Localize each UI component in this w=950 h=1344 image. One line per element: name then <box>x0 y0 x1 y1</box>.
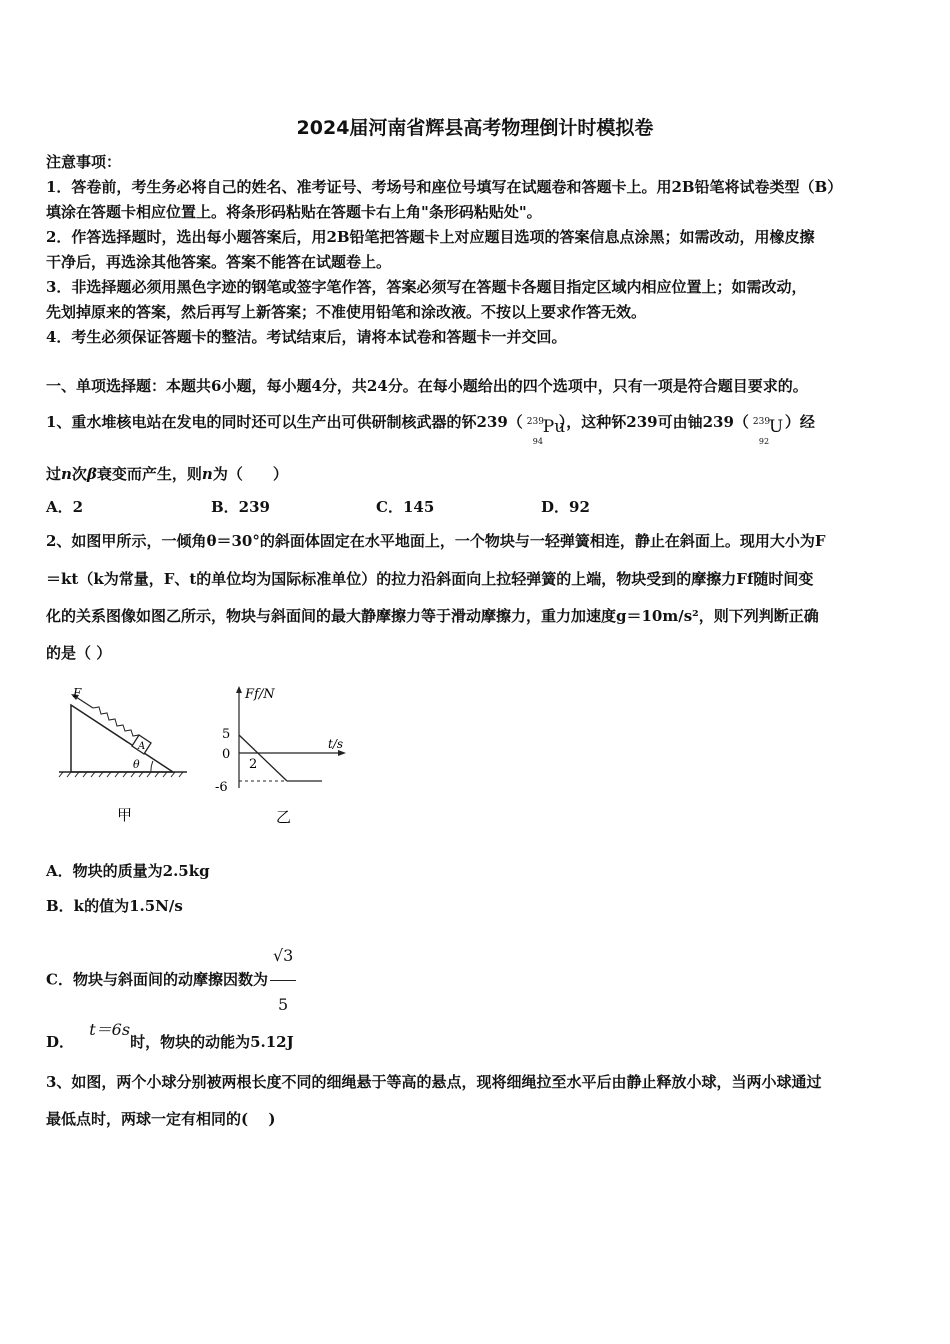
notice-line: 填涂在答题卡相应位置上。将条形码粘贴在答题卡右上角"条形码粘贴处"。 <box>46 203 542 221</box>
page-title: 2024届河南省辉县高考物理倒计时模拟卷 <box>296 117 654 139</box>
q2-option-c-text: C．物块与斜面间的动摩擦因数为 <box>46 970 268 989</box>
q2-option-d-prefix: D． <box>46 1033 75 1051</box>
y-axis-arrowhead <box>236 686 242 693</box>
fraction-denominator: 5 <box>278 995 289 1014</box>
pu-atomic: 94 <box>532 437 543 446</box>
u-atomic: 92 <box>758 437 770 446</box>
question-3-line: 3、如图，两个小球分别被两根长度不同的细绳悬于等高的悬点，现将细绳拉至水平后由静止释放小球，当两小球通过 <box>46 1073 822 1091</box>
question-2-line: 化的关系图像如图乙所示，物块与斜面间的最大静摩擦力等于滑动摩擦力，重力加速度g＝10m/s²，则下列判断正确 <box>46 607 819 625</box>
question-2-line: ＝kt（k为常量，F、t的单位均为国际标准单位）的拉力沿斜面向上拉轻弹簧的上端，物块受到的摩擦力Ff随时间变 <box>46 570 814 588</box>
tick-5: 5 <box>222 727 231 742</box>
u-isotope <box>749 408 785 446</box>
q1-n-var-2: n <box>201 465 213 483</box>
notice-line: 干净后，再选涂其他答案。答案不能答在试题卷上。 <box>46 253 392 271</box>
figure-incline <box>55 684 195 829</box>
q2-option-d <box>46 1012 294 1060</box>
q1-text-b: ），这种钚239可由铀239（ <box>558 413 749 431</box>
pu-mass: 239 <box>526 417 544 427</box>
q2-option-d-text: 时，物块的动能为5.12J <box>130 1033 294 1051</box>
question-1-line-1 <box>46 406 815 446</box>
q1-line2-c: 衰变而产生，则 <box>96 465 202 483</box>
fraction-numerator: √3 <box>270 932 296 981</box>
friction-line-decreasing <box>239 735 287 781</box>
q1-n-var: n <box>61 465 72 483</box>
block-label: A <box>138 741 146 752</box>
section-heading: 一、单项选择题：本题共6小题，每小题4分，共24分。在每小题给出的四个选项中，只有一项是符合题目要求的。 <box>46 377 808 395</box>
q2-option-a: A．物块的质量为2.5kg <box>46 862 210 880</box>
x-axis-label: t/s <box>328 737 344 751</box>
figure-caption-yi: 乙 <box>276 808 292 826</box>
q1-beta: β <box>86 465 97 483</box>
incline-body <box>71 705 173 772</box>
q1-line2-a: 过 <box>46 465 62 483</box>
force-label: F <box>73 686 82 700</box>
question-2-line: 的是（ ） <box>46 644 112 662</box>
u-mass: 239 <box>752 417 771 427</box>
q1-text-c: ）经 <box>784 413 815 431</box>
q1-option-d: D．92 <box>541 498 590 516</box>
y-axis-label: Ff/N <box>245 687 275 702</box>
tick-2: 2 <box>249 757 258 772</box>
notice-line: 4．考生必须保证答题卡的整洁。考试结束后，请将本试卷和答题卡一并交回。 <box>46 328 567 346</box>
pu-isotope <box>523 408 566 446</box>
figure-caption-jia: 甲 <box>117 806 133 824</box>
angle-label: θ <box>133 758 140 771</box>
q1-option-c: C．145 <box>376 498 435 516</box>
figure-friction-graph <box>210 680 355 830</box>
q1-line2-b: 次 <box>71 465 87 483</box>
angle-arc <box>151 761 153 772</box>
q1-option-b: B．239 <box>211 498 270 516</box>
notice-heading: 注意事项： <box>46 153 122 171</box>
question-1-line-2 <box>46 463 288 485</box>
q1-line2-d: 为（ ） <box>212 465 288 483</box>
question-3-line: 最低点时，两球一定有相同的( ) <box>46 1110 276 1128</box>
notice-line: 先划掉原来的答案，然后再写上新答案；不准使用铅笔和涂改液。不按以上要求作答无效。 <box>46 303 647 321</box>
u-symbol: U <box>768 417 784 437</box>
q1-text-a: 1、重水堆核电站在发电的同时还可以生产出可供研制核武器的钚239（ <box>46 413 523 431</box>
q2-option-d-formula: t＝6s <box>89 1020 131 1039</box>
notice-line: 1．答卷前，考生务必将自己的姓名、准考证号、考场号和座位号填写在试题卷和答题卡上。用2B铅笔将试卷类型（B） <box>46 178 843 196</box>
tick-0: 0 <box>222 747 231 762</box>
pu-symbol: Pu <box>542 417 566 437</box>
q2-option-b: B．k的值为1.5N/s <box>46 897 183 915</box>
q1-option-a: A．2 <box>46 498 84 516</box>
notice-line: 3．非选择题必须用黑色字迹的钢笔或签字笔作答，答案必须写在答题卡各题目指定区域内相应位置上；如需改动， <box>46 278 807 296</box>
tick-minus-6: -6 <box>215 780 228 795</box>
notice-line: 2．作答选择题时，选出每小题答案后，用2B铅笔把答题卡上对应题目选项的答案信息点涂黑；如需改动，用橡皮擦 <box>46 228 815 246</box>
question-2-line: 2、如图甲所示，一倾角θ＝30°的斜面体固定在水平地面上，一个物块与一轻弹簧相连，静止在斜面上。现用大小为F <box>46 532 826 550</box>
